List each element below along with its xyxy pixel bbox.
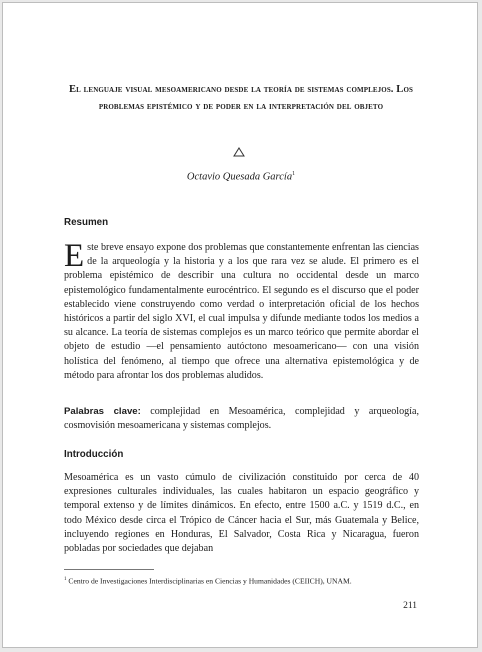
- footnote-marker: 1: [64, 577, 67, 582]
- page-number: 211: [403, 601, 417, 611]
- author-line: [3, 171, 479, 183]
- footnote: [64, 575, 419, 587]
- keywords-label: Palabras clave:: [64, 406, 141, 417]
- journal-page: [2, 2, 478, 648]
- footnote-text: Centro de Investigaciones Interdisciplinarias en Ciencias y Humanidades (CEIICH), UNAM.: [68, 576, 352, 586]
- author-note-marker: 1: [292, 171, 296, 177]
- abstract-dropcap: E: [64, 238, 85, 274]
- keywords-text: complejidad en Mesoamérica, complejidad y arqueología, cosmovisión mesoamericana y sistemas complejos.: [64, 406, 419, 432]
- introduction-paragraph: Mesoamérica es un vasto cúmulo de civilización constituido por cerca de 40 expresiones culturales individuales, las cuales habitaron un espacio geográfico y temporal extenso y de límites dinámicos. En efecto, entre 1500 a.C. y 1519 d.C., en todo México desde circa el Trópico de Cáncer hacia el Sur, más Guatemala y Belice, incluyendo regiones en Honduras, El Salvador, Costa Rica y Nicaragua, fueron pobladas por sociedades que dejaban: [64, 472, 419, 555]
- article-title: El lenguaje visual mesoamericano desde la teoría de sistemas complejos. Los problemas epistémico y de poder en la interpretación del objeto: [68, 84, 414, 113]
- author-name: Octavio Quesada García: [186, 171, 293, 183]
- abstract-text: ste breve ensayo expone dos problemas que constantemente enfrentan las ciencias de la arqueología y la historia y a los que rara vez se alude. El primero es el problema epistémico de describir una cultura no occidental desde un marco epistemológico fundamentalmente eurocéntrico. El segundo es el discurso que el poder establecido viene construyendo como verdad o interpretación oficial de los hechos históricos a partir del siglo XVI, el cual impulsa y difunde mediante todos los medios a su alcance. La teoría de sistemas complejos es un marco teórico que permite abordar el objeto de estudio —el pensamiento autóctono mesoamericano— con una visión holística del fenómeno, al tiempo que ofrece una alternativa epistemológica y de método para afrontar los dos problemas aludidos.: [64, 242, 419, 381]
- abstract-heading: Resumen: [64, 217, 109, 228]
- footnote-divider: [64, 569, 154, 570]
- abstract-paragraph: [64, 238, 419, 383]
- triangle-ornament-icon: [233, 147, 245, 157]
- keywords-paragraph: [64, 405, 419, 433]
- introduction-heading: Introducción: [64, 449, 124, 460]
